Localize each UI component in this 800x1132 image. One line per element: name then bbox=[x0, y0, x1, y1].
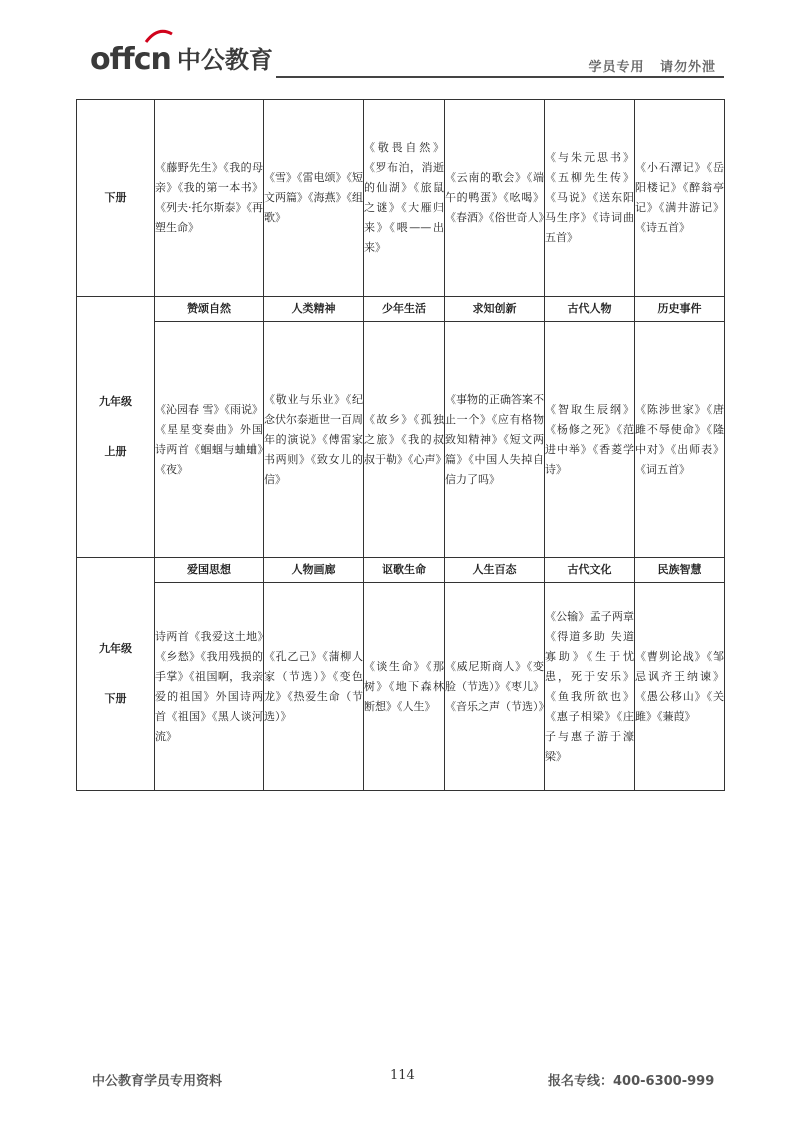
grade-label: 九年级 bbox=[99, 642, 132, 655]
header-rule bbox=[276, 76, 724, 78]
table-cell: 诗两首《我爱这土地》《乡愁》《我用残损的手掌》《祖国啊，我亲爱的祖国》外国诗两首《祖国》《黑人谈河流》 bbox=[155, 583, 264, 791]
table-cell: 《沁园春 雪》《雨说》《星星变奏曲》外国诗两首《蝈蝈与蛐蛐》《夜》 bbox=[155, 322, 264, 558]
table-cell: 《曹刿论战》《邹忌讽齐王纳谏》《愚公移山》《关雎》《蒹葭》 bbox=[635, 583, 725, 791]
footer-hotline: 报名专线：400-6300-999 bbox=[548, 1074, 715, 1089]
table-cell: 《与朱元思书》《五柳先生传》《马说》《送东阳马生序》《诗词曲五首》 bbox=[545, 100, 635, 297]
theme-header: 爱国思想 bbox=[155, 558, 264, 583]
theme-header: 历史事件 bbox=[635, 297, 725, 322]
page-header bbox=[0, 0, 800, 90]
table-cell: 《云南的歌会》《端午的鸭蛋》《吆喝》《春酒》《俗世奇人》 bbox=[445, 100, 545, 297]
table-row bbox=[77, 100, 725, 297]
logo-wordmark: offcn bbox=[90, 42, 171, 77]
theme-header: 古代文化 bbox=[545, 558, 635, 583]
grade-cell bbox=[77, 558, 155, 791]
table-cell: 《公输》孟子两章《得道多助 失道寡助》《生于忧患，死于安乐》《鱼我所欲也》《惠子相梁》《庄子与惠子游于濠梁》 bbox=[545, 583, 635, 791]
grade-cell bbox=[77, 100, 155, 297]
volume-label: 上册 bbox=[104, 445, 127, 458]
grade-cell bbox=[77, 297, 155, 558]
logo-chinese-name: 中公教育 bbox=[176, 46, 273, 74]
theme-header-row bbox=[77, 297, 725, 322]
table-cell: 《孔乙己》《蒲柳人家（节选）》《变色龙》《热爱生命（节选）》 bbox=[264, 583, 364, 791]
theme-header: 少年生活 bbox=[364, 297, 445, 322]
theme-header: 人生百态 bbox=[445, 558, 545, 583]
theme-header: 求知创新 bbox=[445, 297, 545, 322]
table-cell: 《雪》《雷电颂》《短文两篇》《海燕》《组歌》 bbox=[264, 100, 364, 297]
logo-arc-icon bbox=[144, 28, 174, 44]
table-cell: 《藤野先生》《我的母亲》《我的第一本书》《列夫·托尔斯泰》《再塑生命》 bbox=[155, 100, 264, 297]
header-tagline: 学员专用 请勿外泄 bbox=[588, 60, 716, 75]
theme-header: 讴歌生命 bbox=[364, 558, 445, 583]
page-number: 114 bbox=[390, 1068, 415, 1083]
table-cell: 《故乡》《孤独之旅》《我的叔叔于勒》《心声》 bbox=[364, 322, 445, 558]
offcn-logo bbox=[90, 36, 273, 78]
theme-header: 人物画廊 bbox=[264, 558, 364, 583]
table-row bbox=[77, 322, 725, 558]
table-cell: 《事物的正确答案不止一个》《应有格物致知精神》《短文两篇》《中国人失掉自信力了吗》 bbox=[445, 322, 545, 558]
volume-label: 下册 bbox=[104, 191, 127, 204]
footer-material-label: 中公教育学员专用资料 bbox=[92, 1074, 223, 1089]
table-row bbox=[77, 583, 725, 791]
theme-header: 人类精神 bbox=[264, 297, 364, 322]
table-cell: 《威尼斯商人》《变脸（节选）》《枣儿》《音乐之声（节选）》 bbox=[445, 583, 545, 791]
grade-label: 九年级 bbox=[99, 395, 132, 408]
table-cell: 《小石潭记》《岳阳楼记》《醉翁亭记》《满井游记》《诗五首》 bbox=[635, 100, 725, 297]
theme-header: 古代人物 bbox=[545, 297, 635, 322]
table-cell: 《陈涉世家》《唐雎不辱使命》《隆中对》《出师表》《词五首》 bbox=[635, 322, 725, 558]
table-cell: 《敬业与乐业》《纪念伏尔泰逝世一百周年的演说》《傅雷家书两则》《致女儿的信》 bbox=[264, 322, 364, 558]
table-cell: 《敬畏自然》《罗布泊，消逝的仙湖》《旅鼠之谜》《大雁归来》《喂——出来》 bbox=[364, 100, 445, 297]
curriculum-table bbox=[76, 99, 725, 791]
table-cell: 《谈生命》《那树》《地下森林断想》《人生》 bbox=[364, 583, 445, 791]
table-cell: 《智取生辰纲》《杨修之死》《范进中举》《香菱学诗》 bbox=[545, 322, 635, 558]
theme-header: 民族智慧 bbox=[635, 558, 725, 583]
theme-header: 赞颂自然 bbox=[155, 297, 264, 322]
theme-header-row bbox=[77, 558, 725, 583]
volume-label: 下册 bbox=[104, 692, 127, 705]
